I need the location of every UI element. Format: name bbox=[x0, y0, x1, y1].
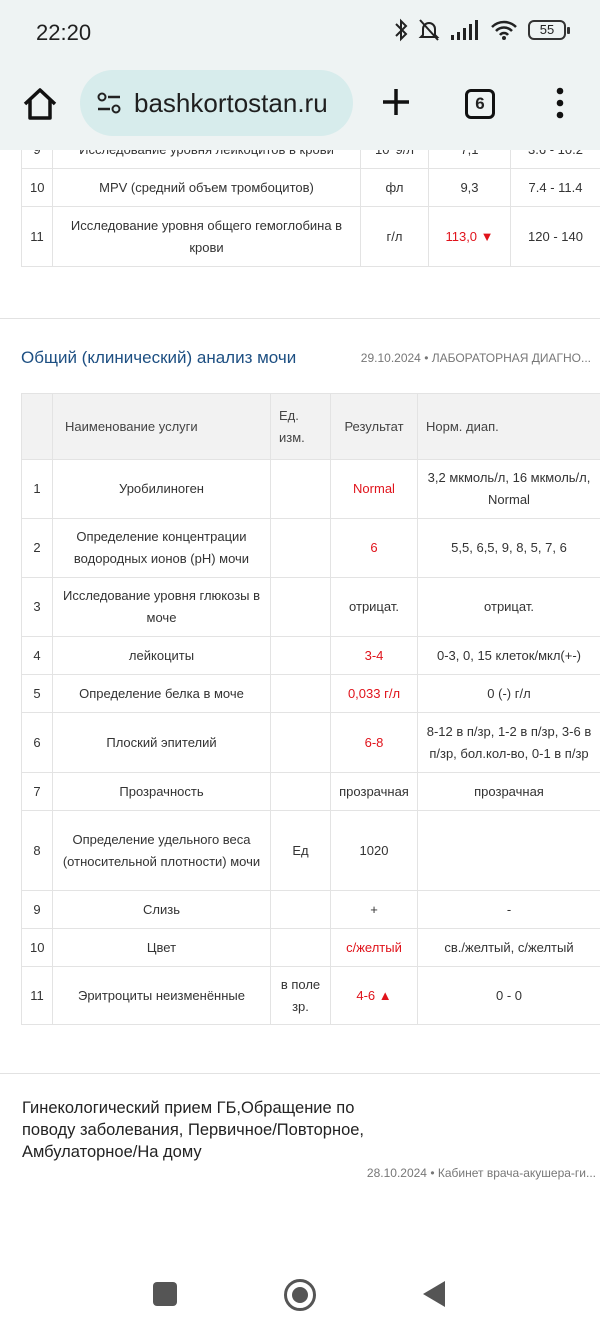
cell-name: Слизь bbox=[53, 891, 271, 929]
cell-unit: в поле зр. bbox=[271, 967, 331, 1025]
table-row bbox=[22, 519, 600, 578]
cell-range: 0 - 0 bbox=[418, 967, 600, 1025]
visit-meta: 28.10.2024 • Кабинет врача-акушера-ги... bbox=[366, 1166, 596, 1180]
status-icons bbox=[394, 18, 566, 42]
cell-result: 6 bbox=[331, 519, 418, 578]
table-row bbox=[22, 891, 600, 929]
cell-result: 6-8 bbox=[331, 713, 418, 773]
table-row bbox=[22, 169, 600, 207]
header-unit: Ед. изм. bbox=[271, 394, 331, 460]
cell-result: 9,3 bbox=[429, 169, 511, 207]
cell-n: 2 bbox=[22, 519, 53, 578]
cell-unit bbox=[271, 637, 331, 675]
cell-n: 1 bbox=[22, 460, 53, 519]
status-time: 22:20 bbox=[36, 20, 92, 45]
cell-name: Уробилиноген bbox=[53, 460, 271, 519]
battery-icon: 55 bbox=[528, 20, 566, 40]
bluetooth-icon bbox=[394, 18, 408, 42]
table-row bbox=[22, 773, 600, 811]
header-name: Наименование услуги bbox=[53, 394, 271, 460]
cell-n: 6 bbox=[22, 713, 53, 773]
back-icon[interactable] bbox=[421, 1279, 447, 1309]
address-bar[interactable] bbox=[80, 70, 353, 136]
header-result: Результат bbox=[331, 394, 418, 460]
cell-range bbox=[418, 811, 600, 891]
cell-name: Определение удельного веса (относительной плотности) мочи bbox=[53, 811, 271, 891]
table-row bbox=[22, 713, 600, 773]
cell-result: с/желтый bbox=[331, 929, 418, 967]
cell-n: 11 bbox=[22, 967, 53, 1025]
cell-name: Цвет bbox=[53, 929, 271, 967]
cell-range: 0 (-) г/л bbox=[418, 675, 600, 713]
cell-n: 11 bbox=[22, 207, 53, 267]
cell-unit: Ед bbox=[271, 811, 331, 891]
cell-name: Прозрачность bbox=[53, 773, 271, 811]
urine-section-meta: 29.10.2024 • ЛАБОРАТОРНАЯ ДИАГНО... bbox=[360, 351, 591, 365]
cell-unit bbox=[271, 519, 331, 578]
blood-results-table bbox=[21, 130, 600, 267]
header-range: Норм. диап. bbox=[418, 394, 600, 460]
signal-icon bbox=[450, 19, 480, 41]
cell-unit bbox=[271, 675, 331, 713]
table-row bbox=[22, 929, 600, 967]
cell-range: 0-3, 0, 15 клеток/мкл(+-) bbox=[418, 637, 600, 675]
table-row bbox=[22, 578, 600, 637]
site-settings-icon[interactable] bbox=[94, 88, 124, 118]
cell-range: св./желтый, с/желтый bbox=[418, 929, 600, 967]
cell-range: 7.4 - 11.4 bbox=[511, 169, 600, 207]
cell-range: 5,5, 6,5, 9, 8, 5, 7, 6 bbox=[418, 519, 600, 578]
cell-n: 3 bbox=[22, 578, 53, 637]
cell-range: отрицат. bbox=[418, 578, 600, 637]
cell-name: Определение белка в моче bbox=[53, 675, 271, 713]
home-icon[interactable] bbox=[20, 84, 60, 124]
table-row bbox=[22, 967, 600, 1025]
cell-range: 120 - 140 bbox=[511, 207, 600, 267]
cell-range: - bbox=[418, 891, 600, 929]
section-divider bbox=[0, 318, 600, 319]
cell-n: 9 bbox=[22, 891, 53, 929]
cell-name: Исследование уровня глюкозы в моче bbox=[53, 578, 271, 637]
urine-results-table bbox=[21, 393, 600, 1025]
cell-result: 4-6 ▲ bbox=[331, 967, 418, 1025]
cell-name: Эритроциты неизменённые bbox=[53, 967, 271, 1025]
table-row bbox=[22, 675, 600, 713]
new-tab-icon[interactable] bbox=[380, 86, 412, 118]
cell-unit bbox=[271, 929, 331, 967]
browser-chrome bbox=[0, 0, 600, 150]
cell-unit bbox=[271, 460, 331, 519]
cell-n: 8 bbox=[22, 811, 53, 891]
table-row bbox=[22, 207, 600, 267]
wifi-icon bbox=[490, 19, 518, 41]
table-row bbox=[22, 637, 600, 675]
cell-n: 4 bbox=[22, 637, 53, 675]
table-row bbox=[22, 811, 600, 891]
nav-home-icon[interactable] bbox=[283, 1278, 317, 1312]
cell-result: + bbox=[331, 891, 418, 929]
cell-range: 3,2 мкмоль/л, 16 мкмоль/л, Normal bbox=[418, 460, 600, 519]
cell-unit: г/л bbox=[361, 207, 429, 267]
cell-n: 10 bbox=[22, 169, 53, 207]
cell-name: Определение концентрации водородных ионов (pH) мочи bbox=[53, 519, 271, 578]
cell-result: 1020 bbox=[331, 811, 418, 891]
bell-muted-icon bbox=[418, 18, 440, 42]
urine-section-header bbox=[21, 348, 591, 368]
cell-range: 8-12 в п/зр, 1-2 в п/зр, 3-6 в п/зр, бол.кол-во, 0-1 в п/зр bbox=[418, 713, 600, 773]
cell-unit bbox=[271, 713, 331, 773]
cell-name: лейкоциты bbox=[53, 637, 271, 675]
cell-name: Плоский эпителий bbox=[53, 713, 271, 773]
section-divider bbox=[0, 1073, 600, 1074]
url-text[interactable]: bashkortostan.ru bbox=[134, 87, 328, 118]
recents-icon[interactable] bbox=[153, 1282, 177, 1306]
system-navigation-bar bbox=[0, 1256, 600, 1332]
urine-section-title[interactable]: Общий (клинический) анализ мочи bbox=[21, 348, 297, 367]
cell-n: 10 bbox=[22, 929, 53, 967]
visit-title[interactable]: Гинекологический прием ГБ,Обращение по поводу заболевания, Первичное/Повторное, Амбулаторное/На дому bbox=[22, 1099, 365, 1161]
cell-unit bbox=[271, 578, 331, 637]
table-header-row bbox=[22, 394, 600, 460]
tab-switcher-button[interactable]: 6 bbox=[465, 89, 495, 119]
cell-name: MPV (средний объем тромбоцитов) bbox=[53, 169, 361, 207]
cell-result: 113,0 ▼ bbox=[429, 207, 511, 267]
cell-result: 3-4 bbox=[331, 637, 418, 675]
cell-range: прозрачная bbox=[418, 773, 600, 811]
more-menu-icon[interactable] bbox=[553, 86, 567, 120]
table-row bbox=[22, 460, 600, 519]
cell-n: 5 bbox=[22, 675, 53, 713]
cell-unit bbox=[271, 891, 331, 929]
cell-unit: фл bbox=[361, 169, 429, 207]
header-number bbox=[22, 394, 53, 460]
cell-n: 7 bbox=[22, 773, 53, 811]
cell-name: Исследование уровня общего гемоглобина в крови bbox=[53, 207, 361, 267]
cell-result: 0,033 г/л bbox=[331, 675, 418, 713]
cell-unit bbox=[271, 773, 331, 811]
cell-result: прозрачная bbox=[331, 773, 418, 811]
cell-result: Normal bbox=[331, 460, 418, 519]
cell-result: отрицат. bbox=[331, 578, 418, 637]
